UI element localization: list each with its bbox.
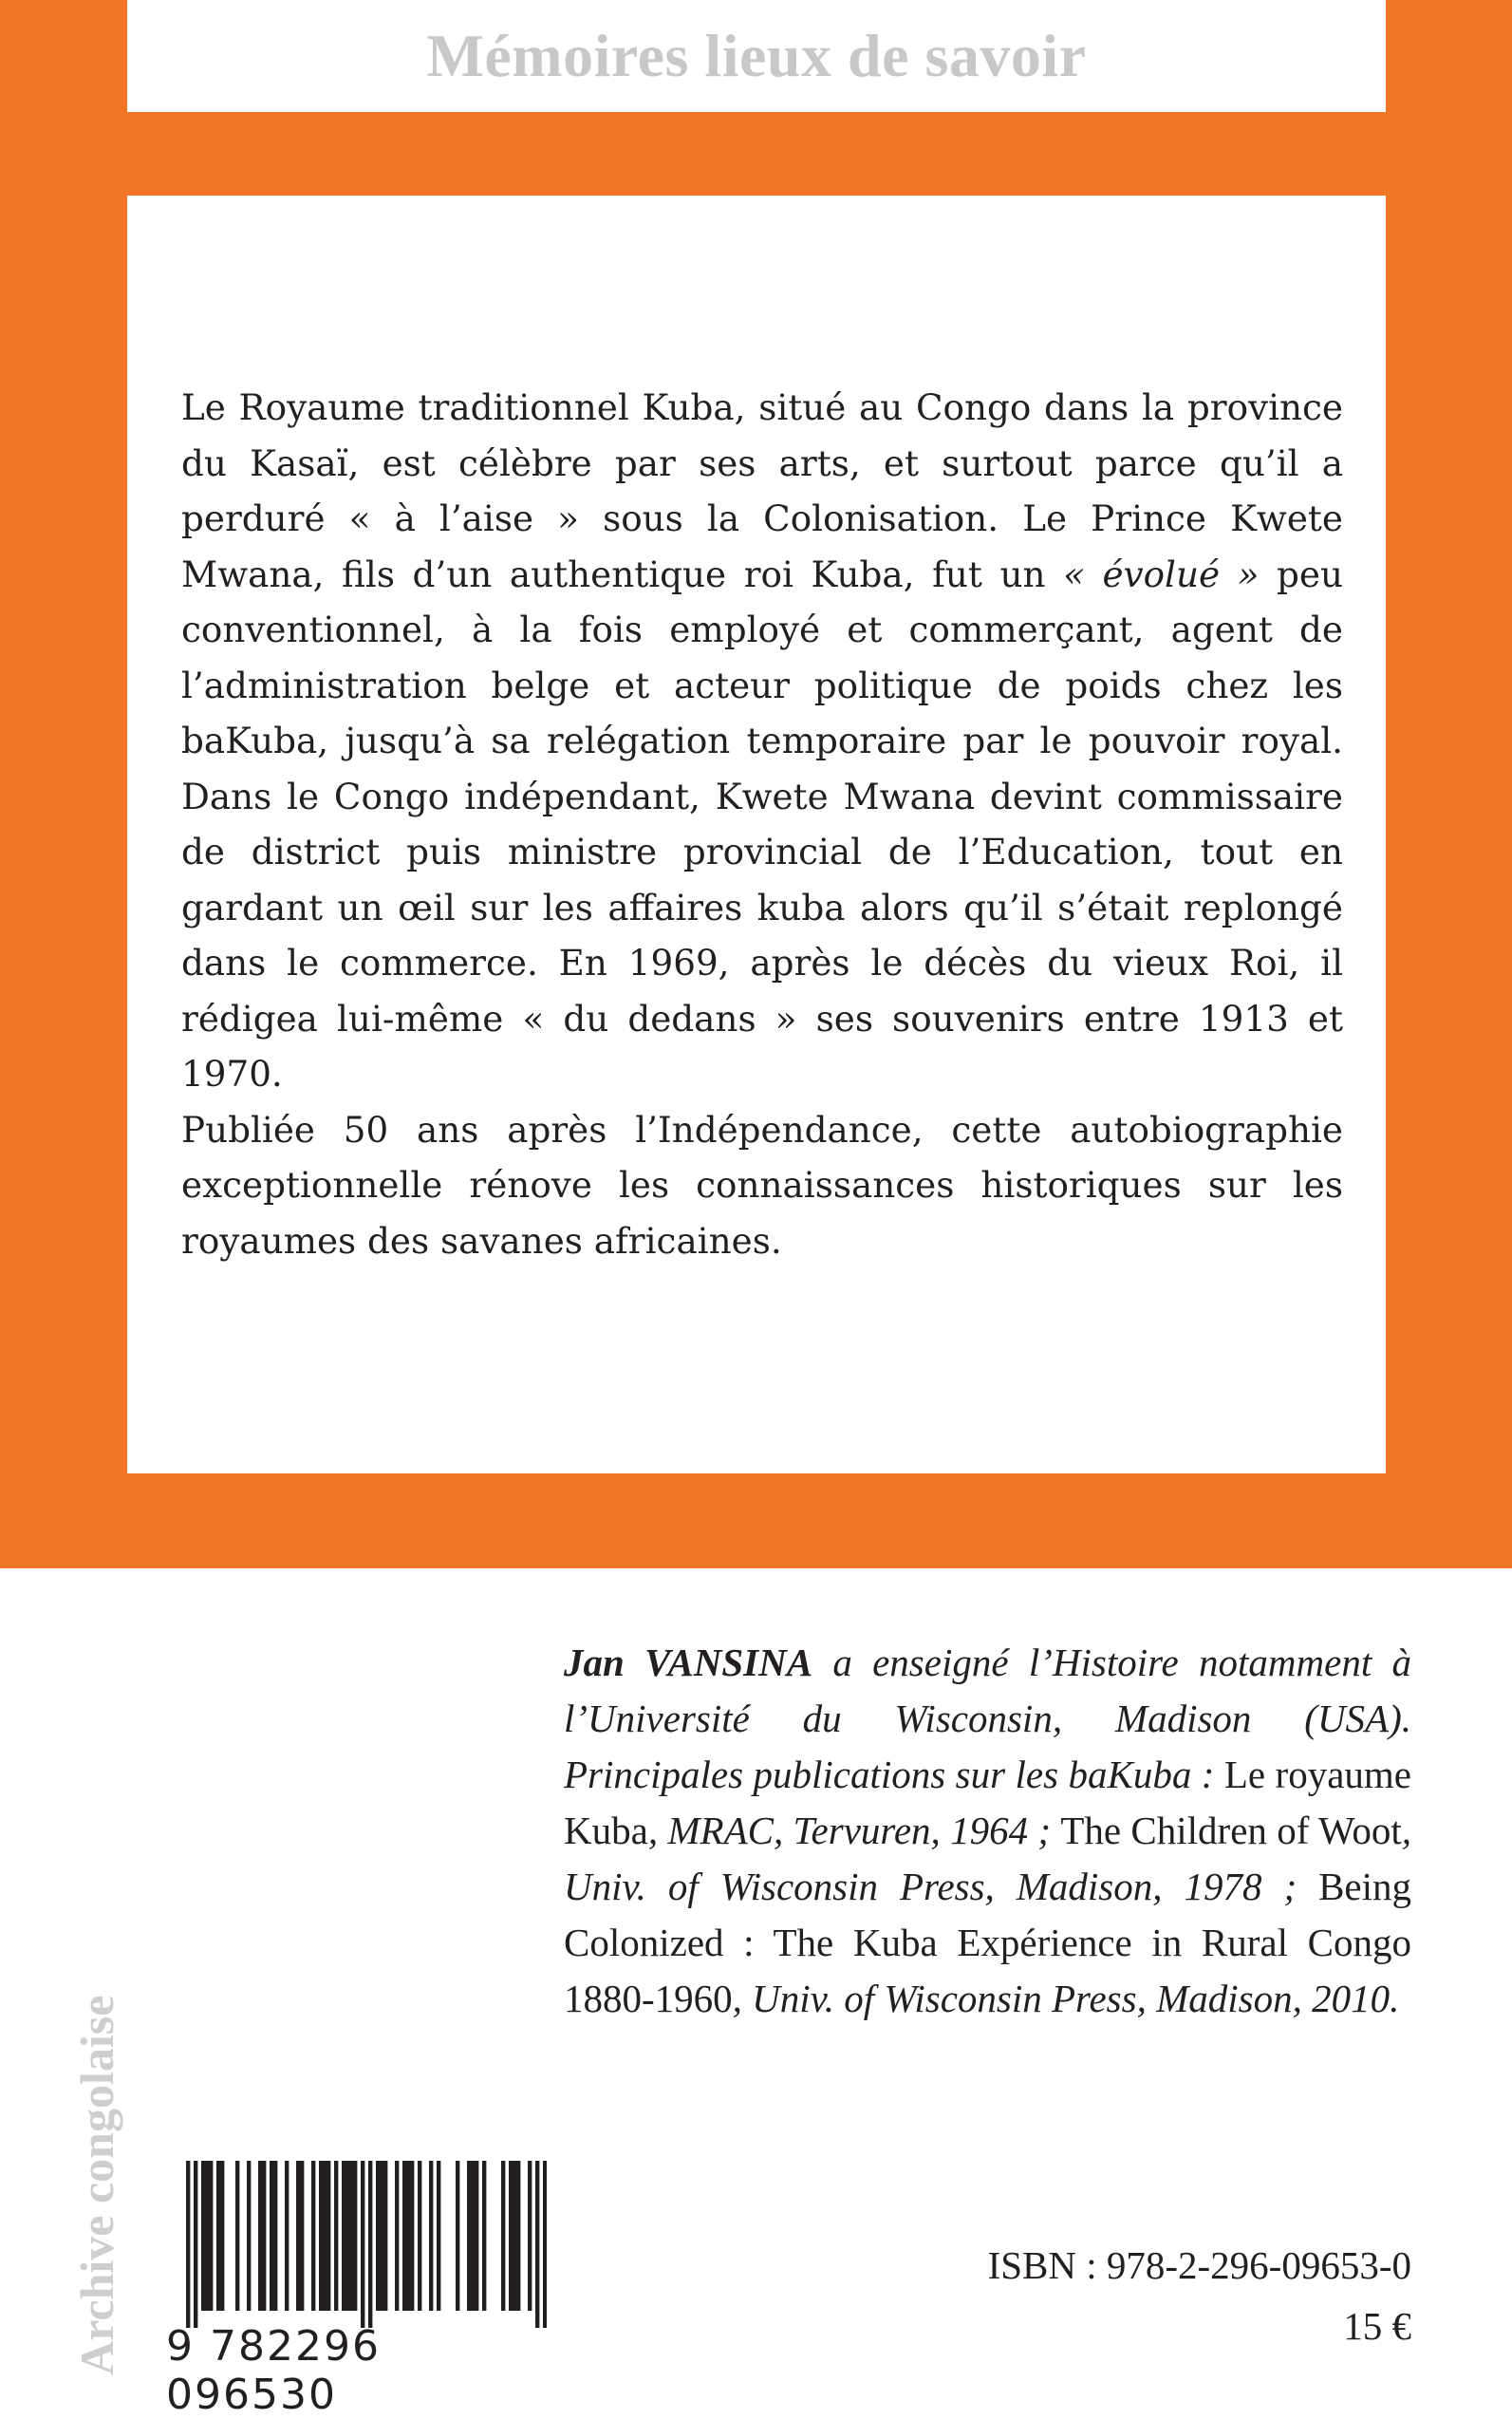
barcode-bar bbox=[467, 2161, 471, 2311]
book-2-title: The Children of Woot bbox=[1060, 1809, 1402, 1852]
barcode-bar bbox=[380, 2161, 383, 2311]
barcode-bar bbox=[429, 2161, 433, 2311]
blurb-panel bbox=[127, 196, 1386, 1473]
barcode-bar bbox=[361, 2161, 364, 2328]
barcode-bar bbox=[349, 2161, 353, 2311]
barcode-bar bbox=[513, 2161, 516, 2311]
barcode-bar bbox=[543, 2161, 547, 2328]
blurb-p1-part-b: peu conventionnel, à la fois employé et commerçant, agent de l’administration belge et acteur politique de poids chez les baKuba, jusqu’à sa relégation temporaire par le pouvoir royal. Dans le Congo indépendant, Kwete Mwana devint commissaire de district puis ministre provincial de l’Education, tout en gardant un œil sur les affaires kuba alors qu’il s’était replongé dans le commerce. En 1969, après le décès du vieux Roi, il rédigea lui-même « du dedans » ses souvenirs entre 1913 et 1970. bbox=[181, 553, 1344, 1095]
barcode-bar bbox=[383, 2161, 387, 2311]
barcode-bar bbox=[353, 2161, 357, 2311]
blurb-p1-emphasis: « évolué » bbox=[1063, 553, 1260, 595]
author-intro: a enseigné l’Histoire notamment à l’Université du Wisconsin, Madison (USA). Principales publications sur les baKuba : bbox=[564, 1641, 1411, 1796]
barcode-icon bbox=[186, 2161, 547, 2328]
book-1-publisher: , MRAC, Tervuren, 1964 ; bbox=[647, 1809, 1061, 1852]
book-3-title: Being Colonized : The Kuba Expérience in Rural Congo 1880-1960 bbox=[564, 1865, 1411, 2020]
barcode-bar bbox=[516, 2161, 520, 2311]
barcode-bar bbox=[334, 2161, 338, 2311]
barcode-bar bbox=[285, 2161, 289, 2311]
barcode-bar bbox=[235, 2161, 239, 2311]
series-header bbox=[127, 0, 1386, 112]
barcode-bar bbox=[376, 2161, 380, 2311]
barcode-bar bbox=[471, 2161, 475, 2311]
barcode-bar bbox=[273, 2161, 277, 2311]
barcode-bar bbox=[270, 2161, 273, 2311]
barcode-bar bbox=[247, 2161, 251, 2311]
barcode-bar bbox=[501, 2161, 505, 2311]
barcode-bar bbox=[395, 2161, 399, 2311]
barcode-bar bbox=[482, 2161, 486, 2311]
collection-label: Archive congolaise bbox=[70, 1995, 123, 2375]
barcode-bar bbox=[368, 2161, 372, 2328]
barcode-bar bbox=[342, 2161, 345, 2311]
barcode-bar bbox=[258, 2161, 262, 2311]
barcode-bar bbox=[406, 2161, 410, 2311]
book-3-publisher: , Univ. of Wisconsin Press, Madison, 2010. bbox=[732, 1977, 1400, 2020]
barcode-bar bbox=[311, 2161, 315, 2311]
barcode-bar bbox=[220, 2161, 224, 2311]
barcode-bar bbox=[194, 2161, 197, 2328]
barcode-bar bbox=[418, 2161, 421, 2311]
book-2-publisher: , Univ. of Wisconsin Press, Madison, 1978 ; bbox=[564, 1809, 1411, 1908]
barcode-bar bbox=[437, 2161, 440, 2311]
barcode-bar bbox=[262, 2161, 266, 2311]
barcode-bar bbox=[201, 2161, 205, 2311]
barcode-bar bbox=[345, 2161, 349, 2311]
isbn-label: ISBN : 978-2-296-09653-0 bbox=[987, 2243, 1411, 2287]
barcode-bar bbox=[323, 2161, 327, 2311]
price-label: 15 € bbox=[1343, 2304, 1411, 2348]
author-name: Jan VANSINA bbox=[564, 1641, 813, 1684]
blurb-text bbox=[181, 380, 1343, 1268]
blurb-paragraph-2: Publiée 50 ans après l’Indépendance, cette autobiographie exceptionnelle rénove les connaissances historiques sur les royaumes des savanes africaines. bbox=[181, 1108, 1343, 1262]
author-bio bbox=[564, 1635, 1411, 2027]
barcode-number: 9 782296 096530 bbox=[166, 2322, 381, 2419]
barcode-bar bbox=[209, 2161, 213, 2311]
barcode-bar bbox=[410, 2161, 414, 2311]
barcode-bar bbox=[528, 2161, 532, 2311]
barcode-bar bbox=[327, 2161, 330, 2311]
series-title: Mémoires lieux de savoir bbox=[426, 22, 1087, 89]
barcode-bar bbox=[319, 2161, 323, 2311]
barcode-bar bbox=[216, 2161, 220, 2311]
barcode-bar bbox=[205, 2161, 209, 2311]
barcode-bar bbox=[186, 2161, 190, 2328]
barcode-bar bbox=[456, 2161, 459, 2311]
barcode-bar bbox=[475, 2161, 478, 2311]
barcode-bar bbox=[296, 2161, 300, 2311]
book-1-title: Le royaume Kuba bbox=[564, 1753, 1412, 1852]
barcode-bar bbox=[509, 2161, 513, 2311]
barcode-bar bbox=[535, 2161, 539, 2328]
barcode-bar bbox=[402, 2161, 406, 2311]
blurb-p1-part-a: Le Royaume traditionnel Kuba, situé au Congo dans la province du Kasaï, est célèbre par ses arts, et surtout parce qu’il a perduré « à l’aise » sous la Colonisation. Le Prince Kwete Mwana, fils d’un authentique roi Kuba, fut un bbox=[181, 386, 1343, 595]
barcode-bar bbox=[300, 2161, 304, 2311]
blurb-paragraph-1 bbox=[181, 380, 1343, 1102]
